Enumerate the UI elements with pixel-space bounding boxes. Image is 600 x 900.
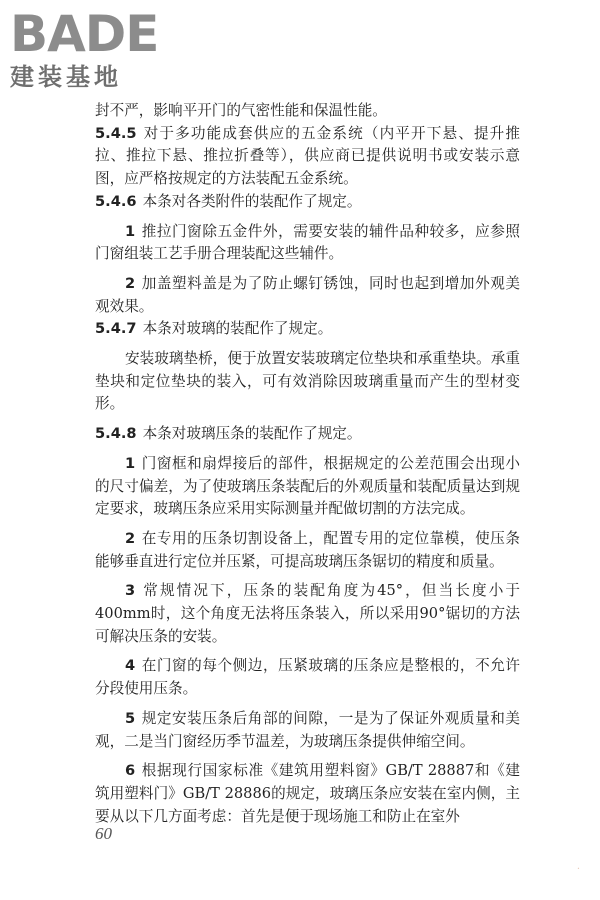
item-text: 在专用的压条切割设备上，配置专用的定位靠模，使压条能够垂直进行定位并压紧，可提高玻璃压条锯切的精度和质量。 [95,529,520,570]
item-text: 加盖塑料盖是为了防止螺钉锈蚀，同时也起到增加外观美观效果。 [95,274,520,315]
item-number: 6 [125,762,136,780]
clause-5-4-7 [95,318,520,341]
clause-text: 本条对玻璃的装配作了规定。 [142,320,333,338]
clause-text: 本条对各类附件的装配作了规定。 [142,192,362,210]
document-body [95,100,520,828]
item-text: 在门窗的每个侧边，压紧玻璃的压条应是整根的，不允许分段使用压条。 [95,657,520,698]
clause-5-4-6 [95,191,520,214]
item-5-4-8-1 [95,453,520,521]
item-5-4-6-2 [95,273,520,318]
clause-number: 5.4.5 [95,124,137,142]
item-5-4-8-3 [95,580,520,648]
item-number: 3 [125,582,136,600]
clause-5-4-8 [95,423,520,446]
page-number: 60 [95,824,112,843]
item-number: 1 [125,454,136,472]
item-number: 2 [125,274,136,292]
item-5-4-8-6 [95,760,520,828]
corner-mark: · [576,864,580,875]
item-5-4-8-5 [95,708,520,753]
item-text: 根据现行国家标准《建筑用塑料窗》GB/T 28887和《建筑用塑料门》GB/T 28886的规定，玻璃压条应安装在室内侧，主要从以下几方面考虑：首先是便于现场施工和防止在室外 [95,762,520,825]
logo-wordmark: BADE [10,5,159,63]
clause-number: 5.4.7 [95,320,137,338]
item-text: 常规情况下，压条的装配角度为45°，但当长度小于400mm时，这个角度无法将压条装入，所以采用90°锯切的方法可解决压条的安装。 [95,582,520,645]
clause-number: 5.4.6 [95,192,137,210]
item-number: 5 [125,709,136,727]
clause-text: 对于多功能成套供应的五金系统（内平开下悬、提升推拉、推拉下悬、推拉折叠等），供应商已提供说明书或安装示意图，应严格按规定的方法装配五金系统。 [95,124,520,188]
item-number: 2 [125,529,136,547]
item-text: 推拉门窗除五金件外，需要安装的辅件品种较多，应参照门窗组装工艺手册合理装配这些辅件。 [95,222,520,263]
clause-text: 本条对玻璃压条的装配作了规定。 [142,425,362,443]
item-5-4-8-4 [95,655,520,700]
clause-5-4-5 [95,123,520,191]
item-text: 门窗框和扇焊接后的部件，根据规定的公差范围会出现小的尺寸偏差，为了使玻璃压条装配后的外观质量和装配质量达到规定要求，玻璃压条应采用实际测量并配做切割的方法完成。 [95,454,520,518]
item-5-4-8-2 [95,528,520,573]
item-number: 4 [125,657,136,675]
clause-number: 5.4.8 [95,425,137,443]
item-number: 1 [125,222,136,240]
logo-subtitle: 建装基地 [10,63,122,91]
item-text: 规定安装压条后角部的间隙，一是为了保证外观质量和美观，二是当门窗经历季节温差，为玻璃压条提供伸缩空间。 [95,709,520,750]
paragraph-glass-bridge: 安装玻璃垫桥，便于放置安装玻璃定位垫块和承重垫块。承重垫块和定位垫块的装入，可有效消除因玻璃重量而产生的型材变形。 [95,350,520,413]
paragraph-continuation: 封不严，影响平开门的气密性能和保温性能。 [95,102,387,119]
item-5-4-6-1 [95,221,520,266]
bade-logo [10,6,180,92]
